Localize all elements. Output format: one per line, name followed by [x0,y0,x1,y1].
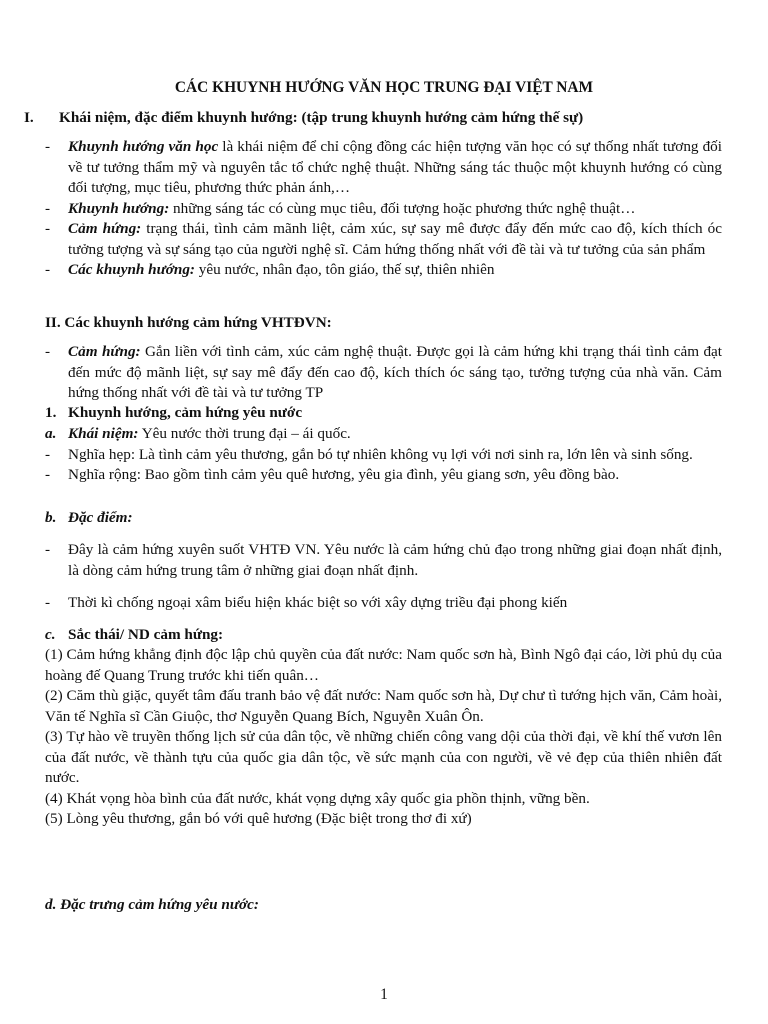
part-b-item-1 [45,540,722,581]
dash-bullet: - [45,261,51,278]
subsection-1-text: Khuynh hướng, cảm hứng yêu nước [68,404,303,421]
list-item [45,137,722,199]
dash-bullet: - [45,220,51,237]
dash-bullet: - [45,343,51,360]
part-a-heading [45,424,722,445]
term: Khuynh hướng: [68,199,170,217]
part-c-line [45,625,722,646]
part-b-item-2 [45,593,722,614]
part-c-heading [45,625,722,646]
term: Các khuynh hướng: [68,261,195,278]
definition: Yêu nước thời trung đại – ái quốc. [138,425,351,442]
list-item [45,219,722,260]
part-b-label: b. [45,509,57,526]
list-item [45,199,722,220]
definition: trạng thái, tình cảm mãnh liệt, cảm xúc, sự say mê được đẩy đến mức cao độ, kích thích óc tưởng tượng và sự sáng tạo của người nghệ sĩ. Cảm hứng thống nhất với đề tài và tư tưởng của sản phẩm [68,220,722,258]
definition: yêu nước, nhân đạo, tôn giáo, thế sự, thiên nhiên [194,261,495,278]
document-title: CÁC KHUYNH HƯỚNG VĂN HỌC TRUNG ĐẠI VIỆT NAM [174,79,594,96]
dash-bullet: - [45,199,51,217]
paragraph: (3) Tự hào về truyền thống lịch sử của dân tộc, về những chiến công vang dội của thời đại, về khí thế vươn lên của đất nước, về thành tựu của quốc gia dân tộc, về sức mạnh của con người, về vẻ đẹp của thiên nhiên đất nước. [45,728,722,786]
list-item [45,445,722,466]
part-c-paragraphs [45,645,722,830]
paragraph: (4) Khát vọng hòa bình của đất nước, khát vọng dựng xây quốc gia phồn thịnh, vững bền. [45,789,590,807]
term: Khuynh hướng văn học [68,138,219,155]
part-b-line [45,508,722,529]
part-a [45,424,722,486]
section-1-heading [24,108,583,129]
definition: là khái niệm để chỉ cộng đồng các hiện tượng văn học có sự thống nhất tương đối về tư tưởng thẩm mỹ và nguyên tắc tổ chức nghệ thuật. Những sáng tác thuộc một khuynh hướng có cùng đối tượng, mục tiêu, phương thức phản ánh,… [68,138,722,196]
page-number: 1 [380,986,388,1003]
part-b-heading [45,508,722,529]
list-item [45,465,722,486]
dash-bullet: - [45,138,51,155]
section-1-number: I. [24,109,34,126]
list-item [45,342,722,404]
definition: những sáng tác có cùng mục tiêu, đối tượng hoặc phương thức nghệ thuật… [169,199,636,217]
definition: Gắn liền với tình cảm, xúc cảm nghệ thuật. Được gọi là cảm hứng khi trạng thái tình cảm đạt đến mức độ mãnh liệt, sự say mê đẩy đến cao độ, kích thích óc sáng tạo, tưởng tượng của nhà văn. Cảm hứng thống nhất với đề tài và tư tưởng TP [68,343,723,401]
part-a-label: a. [45,425,57,442]
part-b-title: Đặc điểm: [68,509,133,526]
paragraph: (2) Căm thù giặc, quyết tâm đấu tranh bảo vệ đất nước: Nam quốc sơn hà, Dự chư tì tướng hịch văn, Cảm hoài, Văn tế Nghĩa sĩ Cần Giuộc, thơ Nguyễn Quang Bích, Nguyễn Xuân Ôn. [45,687,722,725]
subsection-1-number: 1. [45,404,57,421]
section-2-list [45,342,722,404]
part-c-title: Sắc thái/ ND cảm hứng: [68,626,224,643]
list-item [45,593,722,614]
list-item-text: Nghĩa rộng: Bao gồm tình cảm yêu quê hương, yêu gia đình, yêu giang sơn, yêu đồng bào. [68,466,620,483]
term: Cảm hứng: [68,343,141,360]
term: Khái niệm: [68,425,139,442]
list-item-text: Nghĩa hẹp: Là tình cảm yêu thương, gắn bó tự nhiên không vụ lợi với nơi sinh ra, lớn lên và sinh sống. [68,445,693,463]
list-item-text: Thời kì chống ngoại xâm biểu hiện khác biệt so với xây dựng triều đại phong kiến [68,594,568,611]
subsection-1-line [45,403,722,424]
paragraph: (1) Cảm hứng khẳng định độc lập chủ quyền của đất nước: Nam quốc sơn hà, Bình Ngô đại cáo, lời phủ dụ của hoàng đế Quang Trung trước khi tiến quân… [45,646,722,684]
part-c-label: c. [45,626,56,643]
part-d-heading: d. Đặc trưng cảm hứng yêu nước: [45,896,259,913]
dash-bullet: - [45,541,51,558]
dash-bullet: - [45,466,51,483]
paragraph: (5) Lòng yêu thương, gắn bó với quê hương (Đặc biệt trong thơ đi xứ) [45,810,472,827]
section-2-heading: II. Các khuynh hướng cảm hứng VHTĐVN: [45,314,332,331]
section-1-list [45,137,722,281]
section-1-text: Khái niệm, đặc điểm khuynh hướng: (tập trung khuynh hướng cảm hứng thế sự) [59,109,584,126]
list-item [45,540,722,581]
subsection-1-heading [45,403,722,424]
term: Cảm hứng: [68,220,142,237]
list-item-text: Đây là cảm hứng xuyên suốt VHTĐ VN. Yêu nước là cảm hứng chủ đạo trong những giai đoạn nhất định, là dòng cảm hứng trung tâm ở những giai đoạn nhất định. [68,541,722,579]
list-item [45,260,722,281]
dash-bullet: - [45,594,51,611]
dash-bullet: - [45,445,51,463]
